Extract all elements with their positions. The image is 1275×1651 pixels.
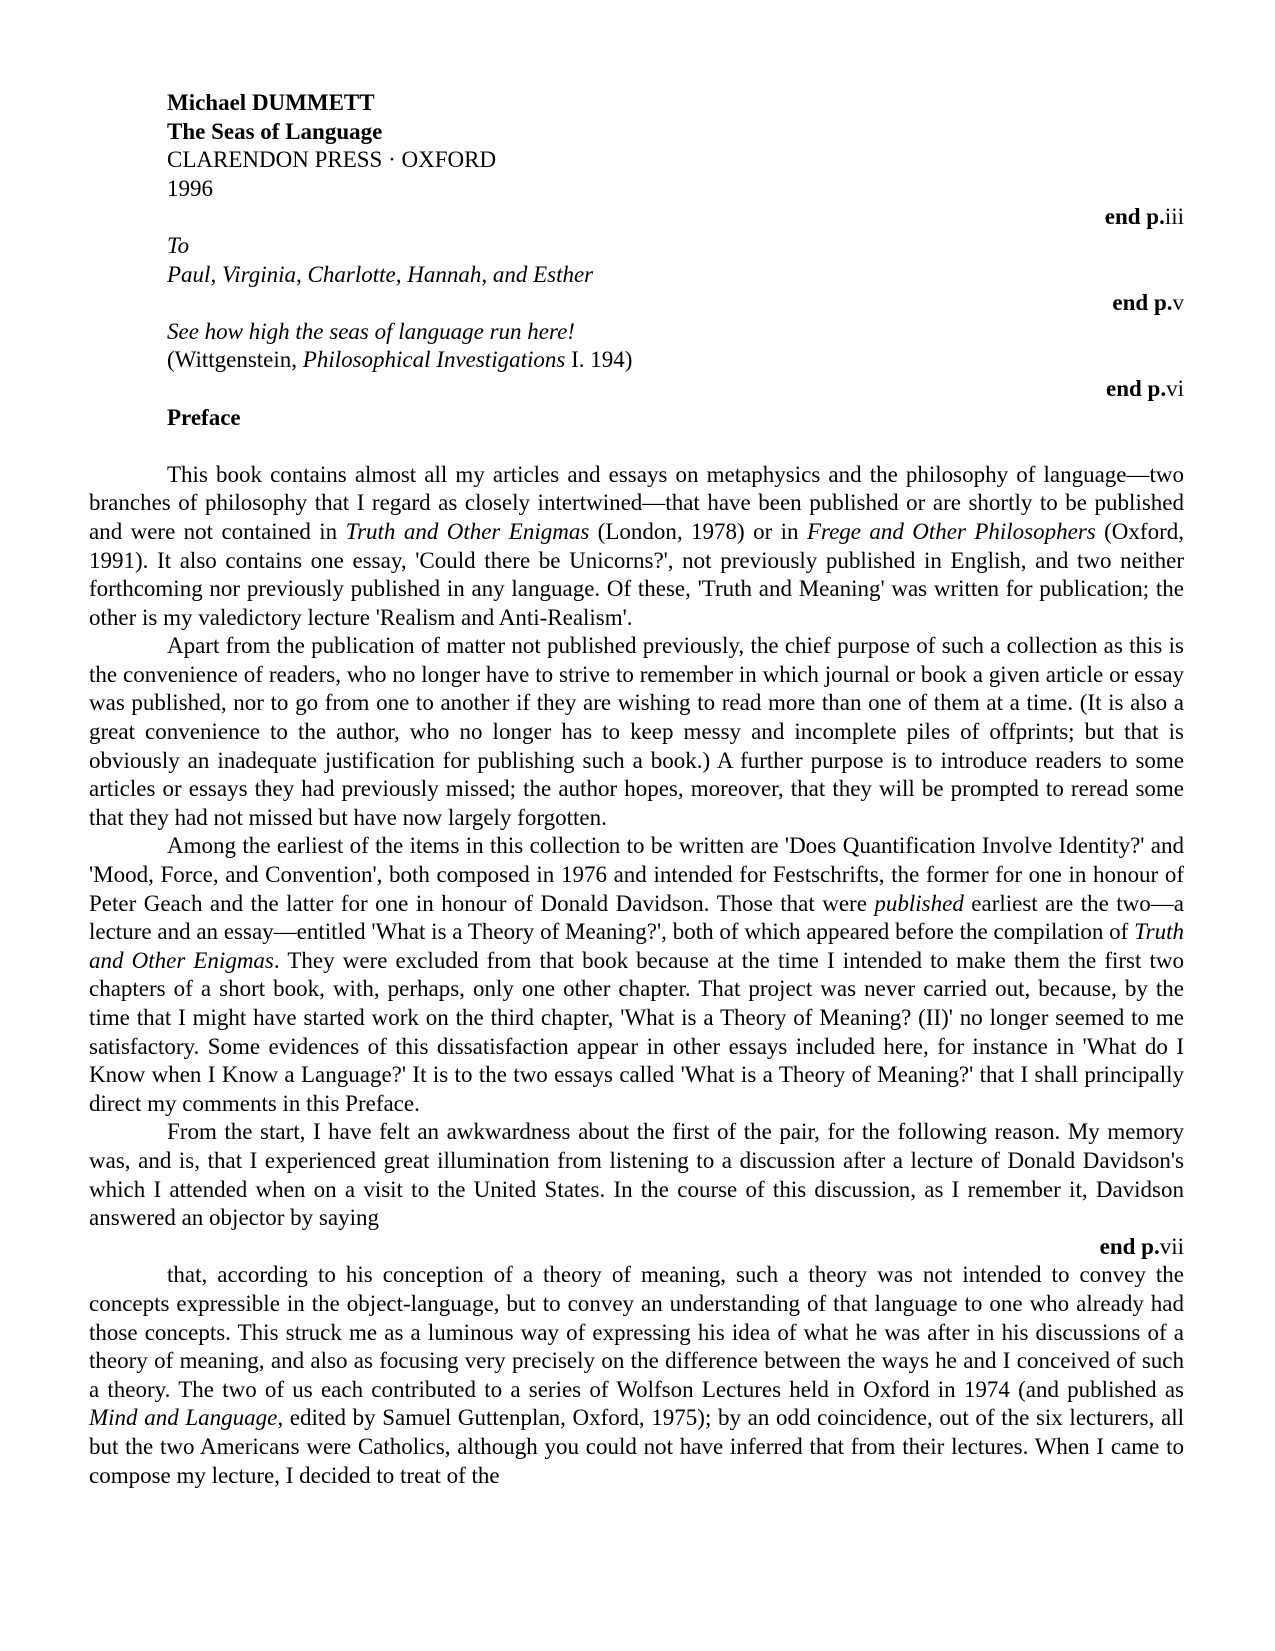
page-marker-v (89, 289, 1184, 318)
dedication (167, 232, 1184, 289)
book-title: The Seas of Language (167, 118, 383, 144)
dedication-names: Paul, Virginia, Charlotte, Hannah, and Esther (167, 261, 594, 287)
preface-paragraph-3: Among the earliest of the items in this collection to be written are 'Does Quantification Involve Identity?' and 'Mood, Force, and Convention', both composed in 1976 and intended for Festschrifts, the former for one in honour of Peter Geach and the latter for one in honour of Donald Davidson. Those that were published earliest are the two—a lecture and an essay—entitled 'What is a Theory of Meaning?', both of which appeared before the compilation of Truth and Other Enigmas. They were excluded from that book because at the time I intended to make them the first two chapters of a short book, with, perhaps, only one other chapter. That project was never carried out, because, by the time that I might have started work on the third chapter, 'What is a Theory of Meaning? (II)' no longer seemed to me satisfactory. Some evidences of this dissatisfaction appear in other essays included here, for instance in 'What do I Know when I Know a Language?' It is to the two essays called 'What is a Theory of Meaning?' that I shall principally direct my comments in this Preface. (89, 833, 1184, 1116)
page-marker-label: end p. (1112, 290, 1173, 316)
page-marker-label: end p. (1106, 375, 1167, 401)
author-name: Michael DUMMETT (167, 90, 375, 115)
epigraph-citation: (Wittgenstein, Philosophical Investigations I. 194) (167, 347, 633, 373)
preface-paragraph-2: Apart from the publication of matter not published previously, the chief purpose of such a collection as this is the convenience of readers, who no longer have to strive to remember in which journal or book a given article or essay was published, nor to go from one to another if they are wishing to read more than one of them at a time. (It is also a great convenience to the author, who no longer has to keep messy and incomplete piles of offprints; but that is obviously an inadequate justification for publishing such a book.) A further purpose is to introduce readers to some articles or essays they had previously missed; the author hopes, moreover, that they will be prompted to reread some that they had not missed but have now largely forgotten. (89, 633, 1184, 830)
dedication-to: To (167, 232, 190, 258)
page-marker-label: end p. (1104, 204, 1165, 230)
preface-paragraph-4: From the start, I have felt an awkwardness about the first of the pair, for the following reason. My memory was, and is, that I experienced great illumination from listening to a discussion after a lecture of Donald Davidson's which I attended when on a visit to the United States. In the course of this discussion, as I remember it, Davidson answered an objector by saying (89, 1119, 1184, 1231)
page-marker-vi (89, 375, 1184, 404)
preface-heading: Preface (167, 404, 241, 430)
page-number: iii (1164, 204, 1184, 230)
book-header (167, 89, 1184, 203)
page-marker-vii (89, 1233, 1184, 1262)
epigraph (167, 318, 1184, 375)
page-marker-iii (89, 203, 1184, 232)
publication-year: 1996 (167, 175, 213, 201)
page-number: vi (1166, 375, 1184, 401)
preface-paragraph-5: that, according to his conception of a theory of meaning, such a theory was not intended to convey the concepts expressible in the object-language, but to convey an understanding of that language to one who already had those concepts. This struck me as a luminous way of expressing his idea of what he was after in his discussions of a theory of meaning, and also as focusing very precisely on the difference between the ways he and I conceived of such a theory. The two of us each contributed to a series of Wolfson Lectures held in Oxford in 1974 (and published as Mind and Language, edited by Samuel Guttenplan, Oxford, 1975); by an odd coincidence, out of the six lecturers, all but the two Americans were Catholics, although you could not have inferred that from their lectures. When I came to compose my lecture, I decided to treat of the (89, 1262, 1184, 1488)
publisher: CLARENDON PRESS · OXFORD (167, 147, 497, 173)
preface-paragraph-1: This book contains almost all my articles and essays on metaphysics and the philosophy of language—two branches of philosophy that I regard as closely intertwined—that have been published or are shortly to be published and were not contained in Truth and Other Enigmas (London, 1978) or in Frege and Other Philosophers (Oxford, 1991). It also contains one essay, 'Could there be Unicorns?', not previously published in English, and two neither forthcoming nor previously published in any language. Of these, 'Truth and Meaning' was written for publication; the other is my valedictory lecture 'Realism and Anti-Realism'. (89, 461, 1184, 630)
page-number: v (1172, 290, 1184, 316)
document-page (89, 89, 1184, 1490)
page-number: vii (1159, 1233, 1184, 1259)
page-marker-label: end p. (1099, 1233, 1160, 1259)
epigraph-quote: See how high the seas of language run here! (167, 318, 575, 344)
